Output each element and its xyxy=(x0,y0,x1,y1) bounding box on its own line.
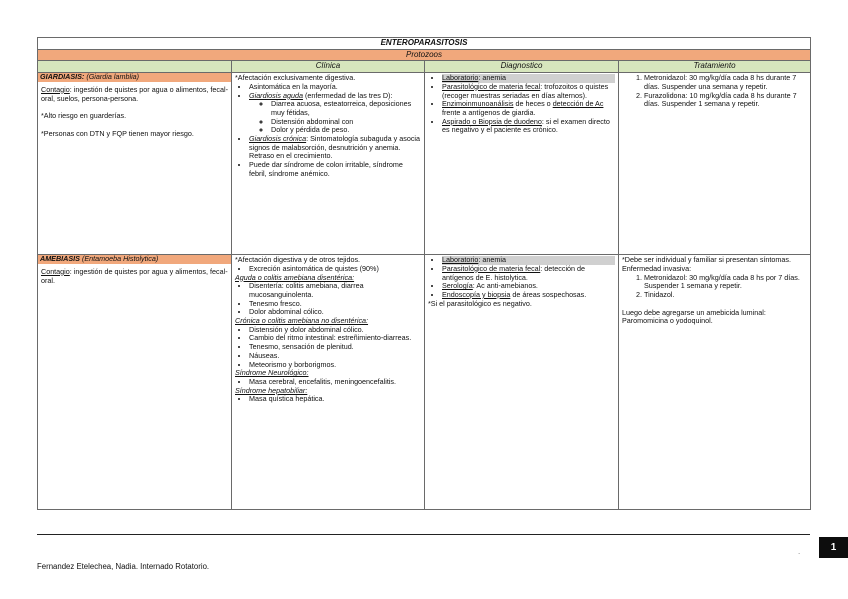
clinica-intro: *Afectación exclusivamente digestiva. xyxy=(235,73,356,83)
amebiasis-clinica xyxy=(232,255,425,510)
col-header-disease xyxy=(38,61,232,73)
giardiasis-name: GIARDIASIS: (Giardia lamblia) xyxy=(38,73,231,82)
footer-dot: . xyxy=(798,547,801,556)
amebiasis-tratamiento xyxy=(619,255,811,510)
footer-author: Fernandez Etelechea, Nadia. Internado Rotatorio. xyxy=(37,562,210,571)
giardiasis-diagnostico xyxy=(425,73,619,255)
list-item: • Disentería: colitis amebiana, diarrea mucosanguinolenta. xyxy=(249,282,421,299)
section-heading: Síndrome hepatobiliar: xyxy=(235,385,308,395)
table-row xyxy=(38,73,811,255)
tratamiento-invasiva: Enfermedad invasiva: xyxy=(622,263,692,273)
enteroparasitosis-table xyxy=(37,37,811,510)
col-header-diagnostico: Diagnostico xyxy=(425,61,619,73)
list-item: • Serología: Ac anti-amebianos. xyxy=(442,282,615,291)
table-title: ENTEROPARASITOSIS xyxy=(38,38,811,50)
giardiasis-tratamiento xyxy=(619,73,811,255)
list-item: • Puede dar síndrome de colon irritable, síndrome febril, síndrome anémico. xyxy=(249,161,421,178)
list-item: • Enzimoinmunoanálisis de heces o detección de Ac frente a antígenos de giardia. xyxy=(442,100,615,117)
giardiasis-contagio: Contagio: ingestión de quistes por agua o alimentos, fecal-oral, suelos, persona-persona. xyxy=(41,84,229,103)
list-item: ◦ Dolor y pérdida de peso. xyxy=(271,126,421,135)
list-item: • Masa cerebral, encefalitis, meningoencefalitis. xyxy=(249,378,421,387)
list-item: ◦ Distensión abdominal con xyxy=(271,118,421,127)
col-header-clinica: Clínica xyxy=(232,61,425,73)
list-item: 2. Furazolidona: 10 mg/kg/día cada 8 hs durante 7 días. Suspender 1 semana y repetir. xyxy=(644,92,807,109)
list-item: • Endoscopía y biopsia de áreas sospechosas. xyxy=(442,291,615,300)
list-item: • Giardiosis aguda (enfermedad de las tres D): ◦ Diarrea acuosa, esteatorreica, deposiciones muy fétidas, ◦ Distensión abdominal con ◦ Dolor y pérdida de peso. xyxy=(249,92,421,136)
list-item: • Aspirado o Biopsia de duodeno: si el examen directo es negativo y el paciente es crónico. xyxy=(442,118,615,135)
giardiasis-cell xyxy=(38,73,232,255)
giardiasis-note: *Alto riesgo en guarderías. xyxy=(41,111,127,121)
list-item: • Distensión y dolor abdominal cólico. xyxy=(249,326,421,335)
col-header-tratamiento: Tratamiento xyxy=(619,61,811,73)
list-item: • Parasitológico de materia fecal: trofozoitos o quistes (recoger muestras seriadas en días alternos). xyxy=(442,83,615,100)
clinica-intro: *Afectación digestiva y de otros tejidos. xyxy=(235,255,361,265)
list-item: • Tenesmo, sensación de plenitud. xyxy=(249,343,421,352)
list-item: • Laboratorio: anemia xyxy=(442,74,615,83)
list-item: • Excreción asintomática de quistes (90%) xyxy=(249,265,421,274)
table-row xyxy=(38,255,811,510)
list-item: • Giardiosis crónica: Sintomatología subaguda y asocia signos de malabsorción, desnutrición y anemia. Retraso en el crecimiento. xyxy=(249,135,421,161)
list-item: • Asintomática en la mayoría. xyxy=(249,83,421,92)
list-item: ◦ Diarrea acuosa, esteatorreica, deposiciones muy fétidas, xyxy=(271,100,421,117)
amebiasis-cell xyxy=(38,255,232,510)
list-item: • Laboratorio: anemia xyxy=(442,256,615,265)
tratamiento-luminal: Luego debe agregarse un amebicida luminal: Paromomicina o yodoquinol. xyxy=(622,307,766,326)
amebiasis-diagnostico xyxy=(425,255,619,510)
list-item: • Masa quística hepática. xyxy=(249,395,421,404)
list-item: • Cambio del ritmo intestinal: estreñimiento-diarreas. xyxy=(249,334,421,343)
list-item: 1. Metronidazol: 30 mg/kg/día cada 8 hs durante 7 días. Suspender una semana y repetir. xyxy=(644,74,807,91)
table-subtitle: Protozoos xyxy=(38,49,811,61)
list-item: 1. Metronidazol: 30 mg/kg/día cada 8 hs por 7 días. Suspender 1 semana y repetir. xyxy=(644,274,807,291)
list-item: • Dolor abdominal cólico. xyxy=(249,308,421,317)
section-heading: Síndrome Neurológico: xyxy=(235,368,309,378)
section-heading: Crónica o colitis amebiana no disentérica: xyxy=(235,316,369,326)
giardiasis-clinica xyxy=(232,73,425,255)
list-item: • Parasitológico de materia fecal: detección de antígenos de E. histolytica. xyxy=(442,265,615,282)
section-heading: Aguda o colitis amebiana disentérica: xyxy=(235,272,355,282)
list-item: • Meteorismo y borborigmos. xyxy=(249,361,421,370)
amebiasis-contagio: Contagio: ingestión de quistes por agua y alimentos, fecal-oral. xyxy=(41,266,228,285)
list-item: 2. Tinidazol. xyxy=(644,291,807,300)
list-item: • Tenesmo fresco. xyxy=(249,300,421,309)
footer-divider xyxy=(37,534,810,535)
giardiasis-note: *Personas con DTN y FQP tienen mayor riesgo. xyxy=(41,128,194,138)
amebiasis-name: AMEBIASIS (Entamoeba Histolytica) xyxy=(38,255,231,264)
diagnostico-note: *Si el parasitológico es negativo. xyxy=(428,298,532,308)
tratamiento-intro: *Debe ser individual y familiar si presentan síntomas. xyxy=(622,255,791,265)
list-item: • Náuseas. xyxy=(249,352,421,361)
page-number: 1 xyxy=(819,537,848,558)
